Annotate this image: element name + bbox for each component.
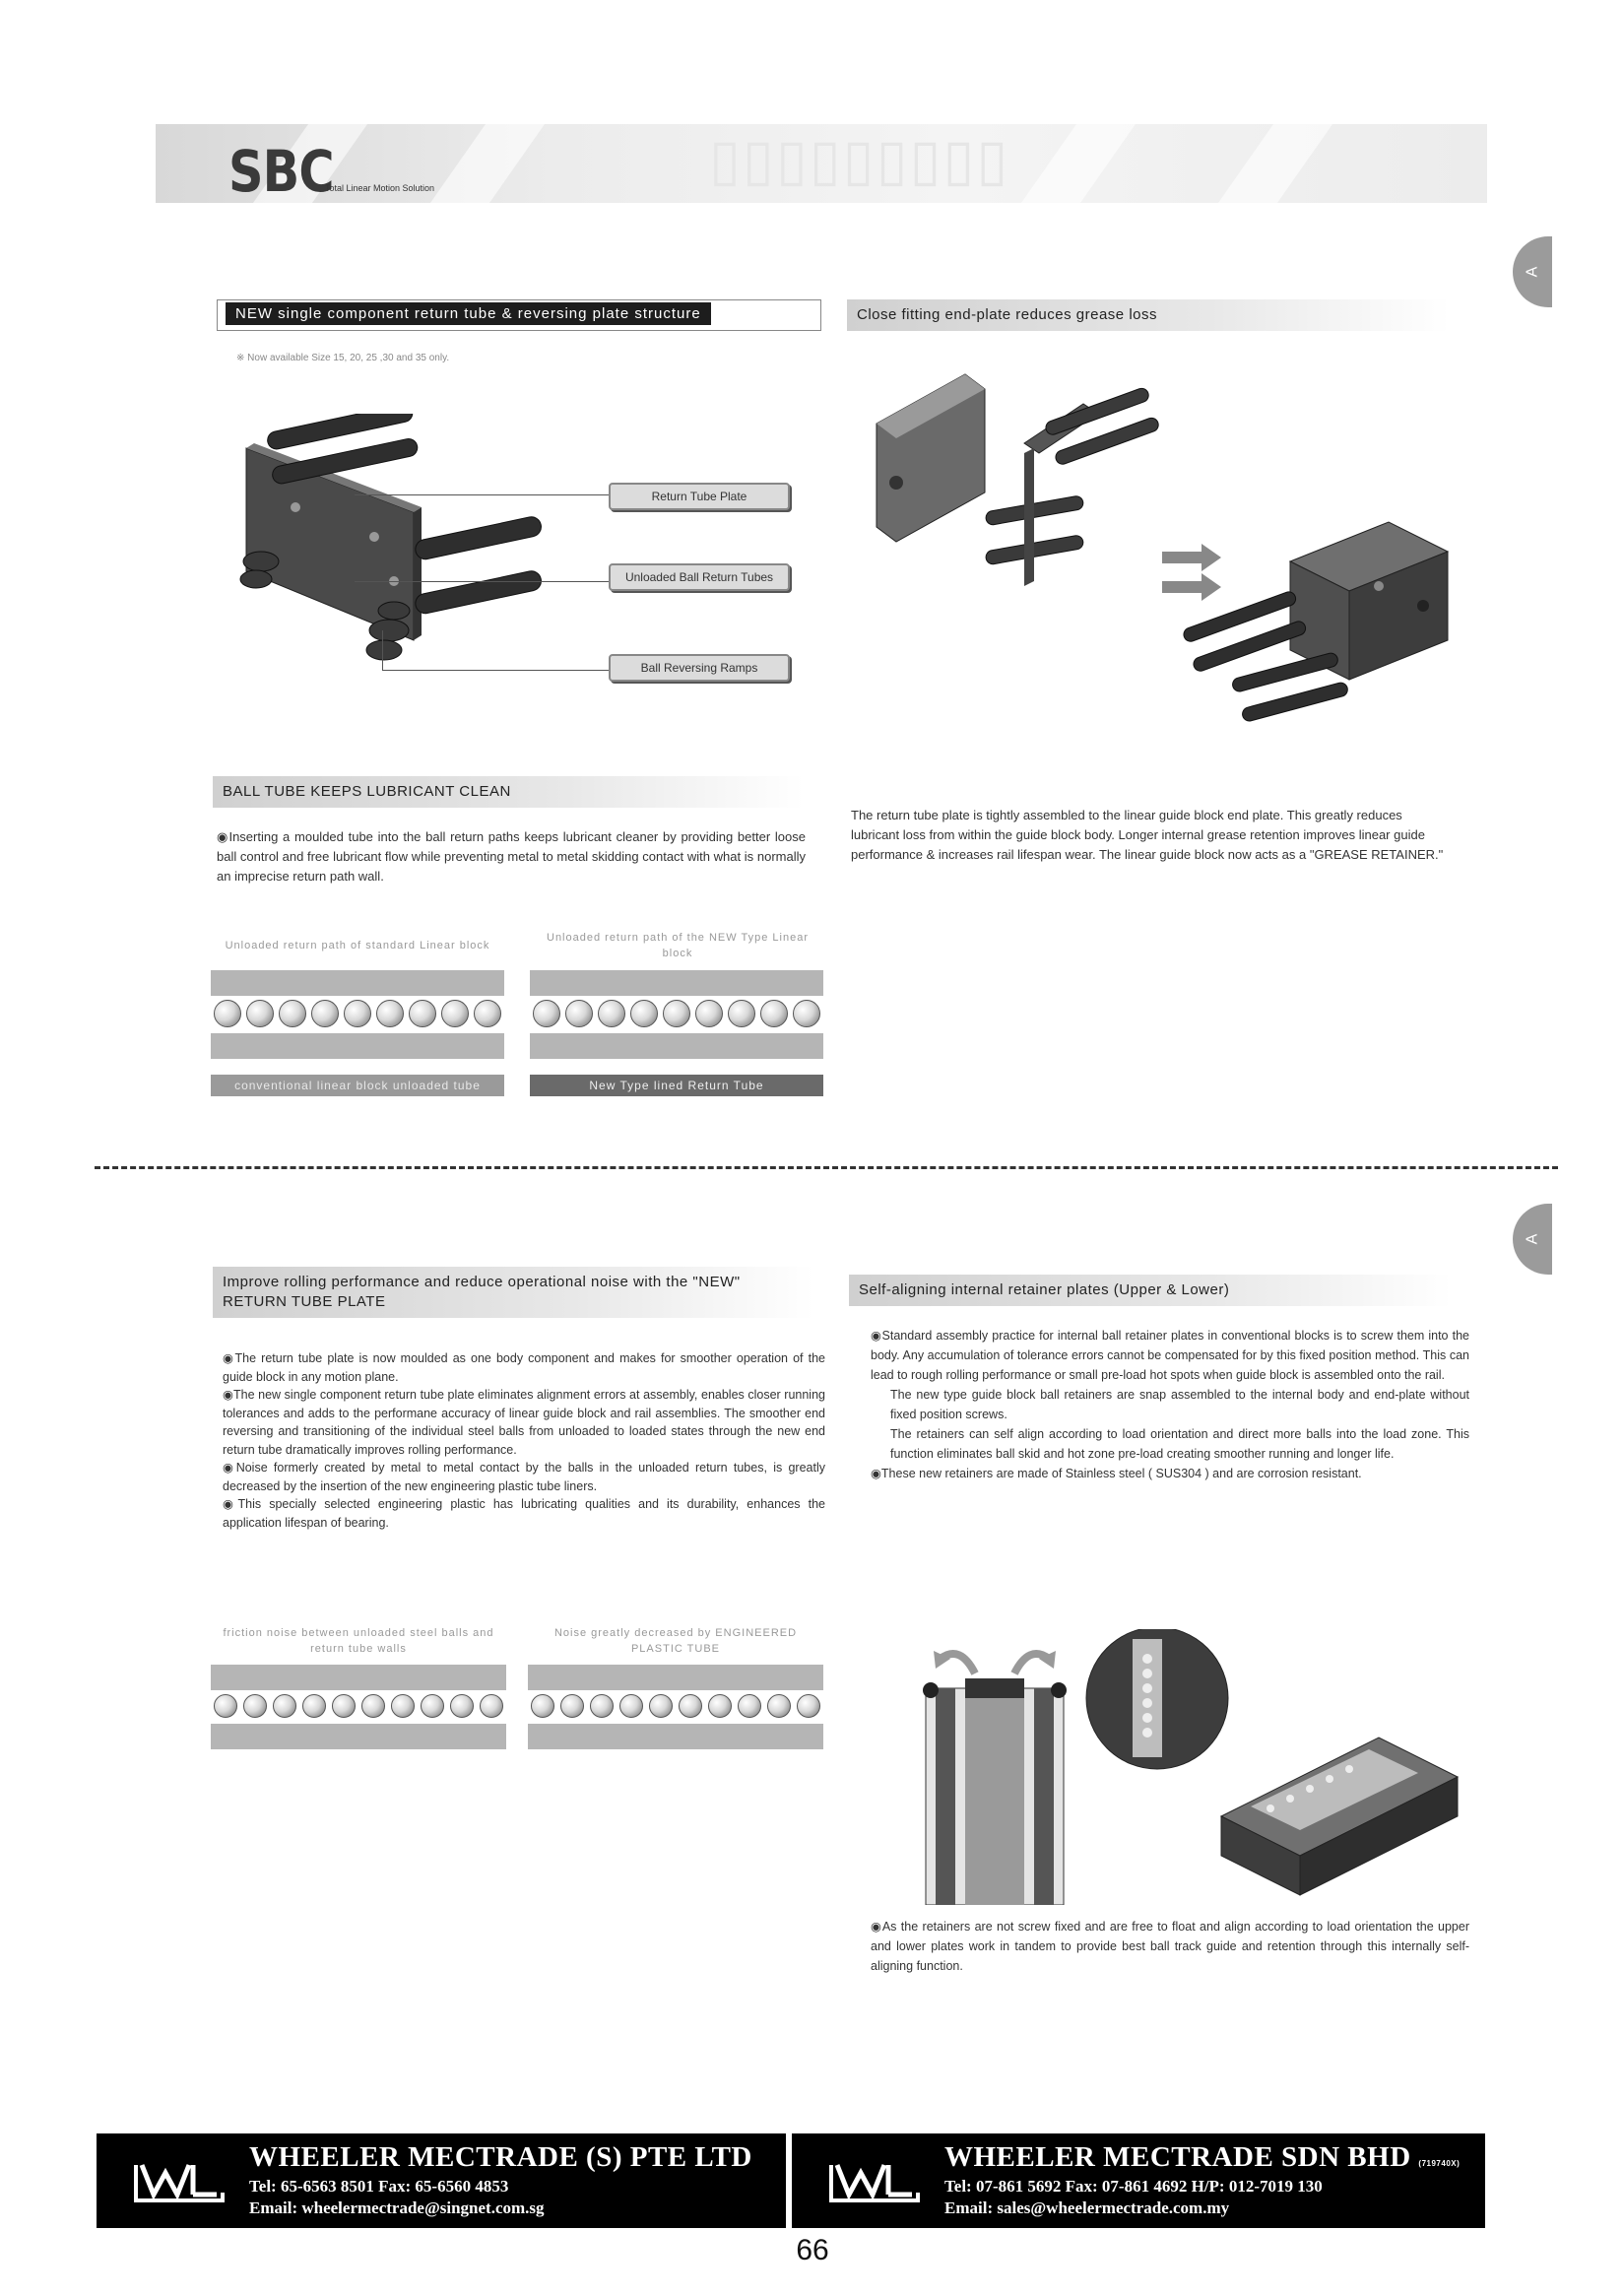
footer-singapore bbox=[97, 2133, 786, 2228]
section-header-return-tube bbox=[217, 299, 821, 331]
tube-caption-new: Unloaded return path of the NEW Type Linear block bbox=[547, 932, 809, 959]
return-tube-plate-illustration bbox=[227, 414, 640, 699]
tube-caption-standard: Unloaded return path of standard Linear block bbox=[225, 940, 490, 951]
retainer-paragraph: The new type guide block ball retainers are snap assembled to the internal body and end-plate without fixed position screws. bbox=[890, 1388, 1469, 1421]
section-header-lubricant: BALL TUBE KEEPS LUBRICANT CLEAN bbox=[213, 776, 804, 808]
logo-tagline: Total Linear Motion Solution bbox=[325, 183, 435, 193]
end-plate-description: The return tube plate is tightly assembled to the linear guide block end plate. This greatly reduces lubricant loss from within the guide block body. Longer internal grease retention improves linear guide performance & increases rail lifespan wear. The linear guide block now acts as a "GREASE RETAINER." bbox=[851, 808, 1444, 862]
page-number: 66 bbox=[796, 2234, 829, 2266]
section-title: NEW single component return tube & reversing plate structure bbox=[226, 302, 711, 325]
tube-diagram-conventional bbox=[211, 970, 504, 1096]
bullet-item: ◉This specially selected engineering plastic has lubricating qualities and its durability, enhances the application lifespan of bearing. bbox=[223, 1497, 825, 1530]
side-tab-bottom: A bbox=[1513, 1204, 1552, 1275]
wm-logo-icon bbox=[827, 2155, 922, 2206]
callout-ball-reversing-ramps: Ball Reversing Ramps bbox=[609, 654, 790, 682]
leader-line bbox=[355, 494, 609, 495]
tube-diagram-engineered bbox=[528, 1665, 823, 1755]
leader-line bbox=[382, 670, 609, 671]
tube-caption-engineered: Noise greatly decreased by ENGINEERED PLASTIC TUBE bbox=[553, 1627, 798, 1655]
tube-label-conventional: conventional linear block unloaded tube bbox=[211, 1075, 504, 1096]
leader-line bbox=[355, 581, 609, 582]
tube-diagram-friction bbox=[211, 1665, 506, 1755]
retainer-paragraph: ◉Standard assembly practice for internal ball retainer plates in conventional blocks is to screw them into the body. Any accumulation of tolerance errors cannot be compensated for by this fixed position method. This can lead to rough rolling performance or small pre-load hot spots when guide block is assembled onto the rail. bbox=[871, 1329, 1469, 1382]
bullet-item: ◉The new single component return tube plate eliminates alignment errors at assembly, enables closer running tolerances and adds to the performane accuracy of linear guide block and rail assemblies. The smoother end reversing and transitioning of the individual steel balls from unloaded to loaded states through the new end return tube dramatically improves rolling performance. bbox=[223, 1388, 825, 1457]
retainer-illustration bbox=[906, 1629, 1477, 1905]
section-header-end-plate: Close fitting end-plate reduces grease loss bbox=[847, 299, 1450, 331]
company-name-sg: WHEELER MECTRADE (S) PTE LTD bbox=[249, 2141, 752, 2173]
footer-malaysia bbox=[792, 2133, 1485, 2228]
end-plate-assembly-illustration bbox=[857, 364, 1467, 778]
tube-label-new: New Type lined Return Tube bbox=[530, 1075, 823, 1096]
retainer-paragraph: ◉These new retainers are made of Stainless steel ( SUS304 ) and are corrosion resistant. bbox=[871, 1467, 1362, 1480]
availability-note: ※ Now available Size 15, 20, 25 ,30 and 35 only. bbox=[236, 353, 450, 363]
contact-tel-sg: Tel: 65-6563 8501 Fax: 65-6560 4853 bbox=[249, 2177, 509, 2196]
retainer-description bbox=[871, 1326, 1469, 1483]
retainer-float-description: ◉As the retainers are not screw fixed and are free to float and align according to load orientation the upper and lower plates work in tandem to provide best ball track guide and retention through this internally self-aligning function. bbox=[871, 1920, 1469, 1973]
leader-line bbox=[382, 630, 383, 670]
callout-unloaded-ball-return-tubes: Unloaded Ball Return Tubes bbox=[609, 563, 790, 591]
lubricant-description: ◉Inserting a moulded tube into the ball return paths keeps lubricant cleaner by providing better loose ball control and free lubricant flow while preventing metal to metal skidding contact with what is normally an imprecise return path wall. bbox=[217, 829, 806, 884]
tube-diagram-new bbox=[530, 970, 823, 1096]
side-tab-top: A bbox=[1513, 236, 1552, 307]
bullet-item: ◉Noise formerly created by metal to metal contact by the balls in the unloaded return tubes, is greatly decreased by the insertion of the new engineering plastic tube liners. bbox=[223, 1461, 825, 1493]
dashed-separator bbox=[95, 1166, 1558, 1169]
contact-email-my: Email: sales@wheelermectrade.com.my bbox=[944, 2198, 1230, 2217]
company-reg-number: (719740X) bbox=[1418, 2159, 1461, 2168]
bullet-item: ◉The return tube plate is now moulded as one body component and makes for smoother operation of the guide block in any motion plane. bbox=[223, 1351, 825, 1384]
section-header-retainer-plates: Self-aligning internal retainer plates (Upper & Lower) bbox=[849, 1275, 1452, 1306]
contact-tel-my: Tel: 07-861 5692 Fax: 07-861 4692 H/P: 012-7019 130 bbox=[944, 2177, 1323, 2196]
header-ghost-text: ▯▯▯▯▯▯▯▯▯ bbox=[709, 128, 1010, 192]
sbc-logo: SBC bbox=[228, 138, 334, 205]
callout-return-tube-plate: Return Tube Plate bbox=[609, 483, 790, 510]
retainer-paragraph: The retainers can self align according to load orientation and direct more balls into the load zone. This function eliminates ball skid and hot zone pre-load creating smoother running and longer life. bbox=[890, 1427, 1469, 1461]
rolling-performance-bullets bbox=[223, 1349, 825, 1532]
section-header-rolling-performance: Improve rolling performance and reduce operational noise with the "NEW" RETURN TUBE PLATE bbox=[213, 1267, 813, 1318]
tube-caption-friction: friction noise between unloaded steel balls and return tube walls bbox=[223, 1627, 494, 1655]
contact-email-sg: Email: wheelermectrade@singnet.com.sg bbox=[249, 2198, 545, 2217]
wm-logo-icon bbox=[132, 2155, 227, 2206]
company-name-my: WHEELER MECTRADE SDN BHD (719740X) bbox=[944, 2141, 1461, 2173]
